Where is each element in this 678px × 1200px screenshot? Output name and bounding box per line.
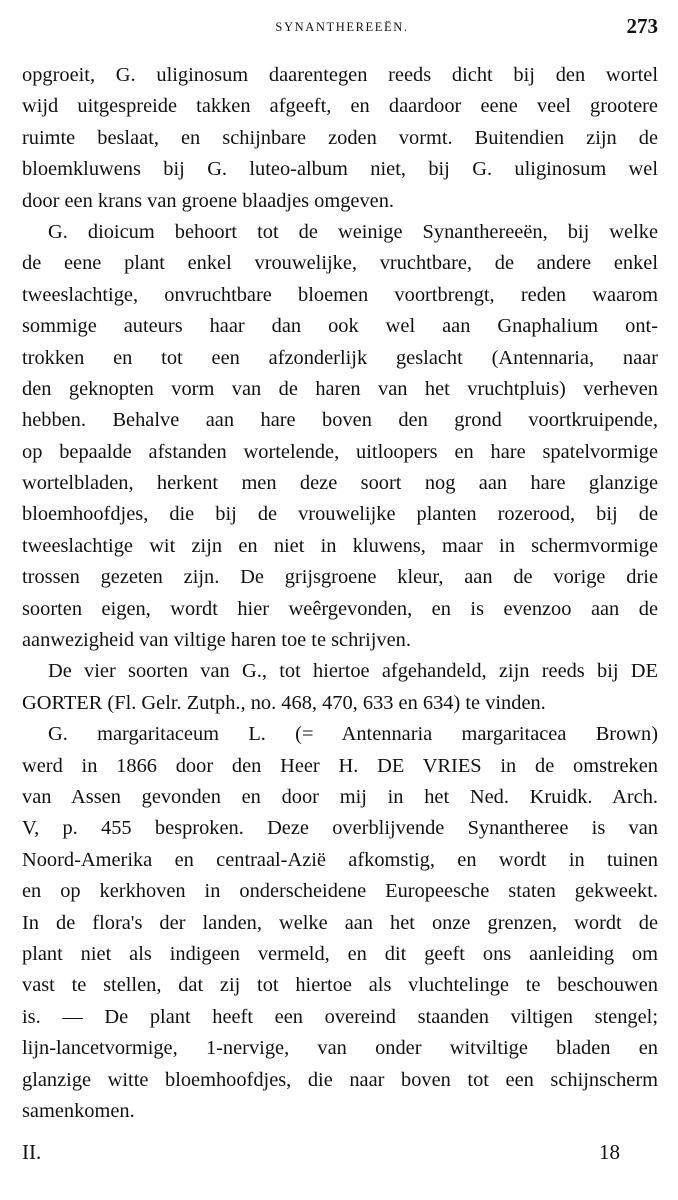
text-line: GORTER (Fl. Gelr. Zutph., no. 468, 470, 633 en 634) te vinden.: [22, 691, 546, 714]
text-line: wortelbladen, herkent men deze soort nog aan hare glanzige: [22, 472, 658, 495]
text-line: aanwezigheid van viltige haren toe te schrijven.: [22, 629, 411, 652]
body-text: [22, 60, 658, 1127]
text-line: plant niet als indigeen vermeld, en dit geeft ons aanleiding om: [22, 942, 658, 965]
text-line: en op kerkhoven in onderscheidene Europeesche staten gekweekt.: [22, 880, 658, 903]
text-line: Noord-Amerika en centraal-Azië afkomstig, en wordt in tuinen: [22, 848, 658, 871]
text-line: tweeslachtige, onvruchtbare bloemen voortbrengt, reden waarom: [22, 283, 658, 306]
text-line: vast te stellen, dat zij tot hiertoe als vluchtelinge te beschouwen: [22, 974, 658, 997]
text-line: G. dioicum behoort tot de weinige Synanthereeën, bij welke: [48, 220, 658, 243]
text-line: van Assen gevonden en door mij in het Ned. Kruidk. Arch.: [22, 785, 658, 808]
text-line: door een krans van groene blaadjes omgeven.: [22, 189, 394, 212]
text-line: den geknopten vorm van de haren van het vruchtpluis) verheven: [22, 377, 658, 400]
text-line: G. margaritaceum L. (= Antennaria margaritacea Brown): [48, 723, 658, 746]
text-line: werd in 1866 door den Heer H. DE VRIES in de omstreken: [22, 754, 658, 777]
text-line: sommige auteurs haar dan ook wel aan Gnaphalium ont-: [22, 315, 658, 338]
running-head: SYNANTHEREEËN.: [275, 20, 409, 34]
text-line: bloemhoofdjes, die bij de vrouwelijke planten rozerood, bij de: [22, 503, 658, 526]
page-number: 273: [626, 14, 658, 38]
text-line: hebben. Behalve aan hare boven den grond voortkruipende,: [22, 409, 658, 432]
text-line: In de flora's der landen, welke aan het onze grenzen, wordt de: [22, 911, 658, 934]
page-header: [24, 14, 660, 42]
text-line: De vier soorten van G., tot hiertoe afgehandeld, zijn reeds bij DE: [48, 660, 658, 683]
text-line: trokken en tot een afzonderlijk geslacht (Antennaria, naar: [22, 346, 658, 369]
text-line: op bepaalde afstanden wortelende, uitloopers en hare spatelvormige: [22, 440, 658, 463]
sheet-number: 18: [599, 1140, 620, 1164]
text-line: is. — De plant heeft een overeind staanden viltigen stengel;: [22, 1005, 658, 1028]
signature-mark: II.: [22, 1140, 42, 1164]
text-line: de eene plant enkel vrouwelijke, vruchtbare, de andere enkel: [22, 252, 658, 275]
text-line: trossen gezeten zijn. De grijsgroene kleur, aan de vorige drie: [22, 566, 658, 589]
text-line: ruimte beslaat, en schijnbare zoden vormt. Buitendien zijn de: [22, 126, 658, 149]
text-line: lijn-lancetvormige, 1-nervige, van onder witviltige bladen en: [22, 1037, 658, 1060]
text-line: bloemkluwens bij G. luteo-album niet, bij G. uliginosum wel: [22, 158, 658, 181]
page-footer: [22, 1140, 620, 1174]
text-line: wijd uitgespreide takken afgeeft, en daardoor eene veel grootere: [22, 95, 658, 118]
text-line: V, p. 455 besproken. Deze overblijvende Synantheree is van: [22, 817, 658, 840]
text-line: opgroeit, G. uliginosum daarentegen reeds dicht bij den wortel: [22, 64, 658, 86]
text-line: soorten eigen, wordt hier weêrgevonden, en is evenzoo aan de: [22, 597, 658, 620]
text-line: glanzige witte bloemhoofdjes, die naar boven tot een schijnscherm: [22, 1068, 658, 1091]
text-line: tweeslachtige wit zijn en niet in kluwens, maar in schermvormige: [22, 534, 658, 557]
text-line: samenkomen.: [22, 1099, 135, 1122]
